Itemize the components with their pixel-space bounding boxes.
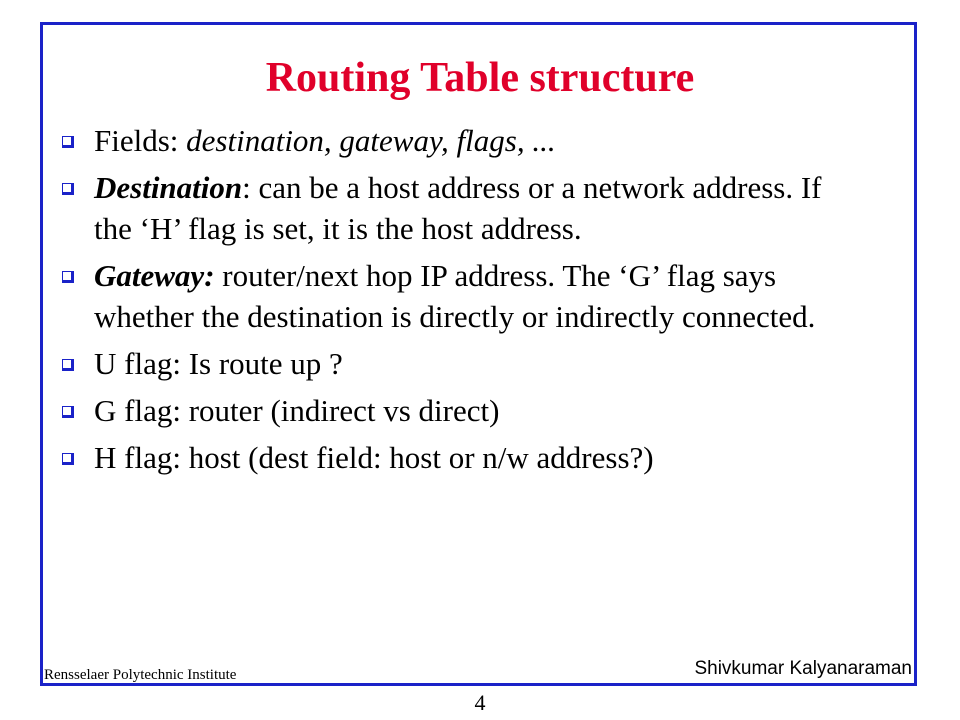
bullet-text-part: U flag: Is route up ? [94,346,343,381]
bullet-text [94,170,821,246]
bullet-text-part: G flag: router (indirect vs direct) [94,393,500,428]
bullet-item [58,343,858,384]
square-bullet-icon [62,406,74,418]
bullet-text-part: router/next hop IP address. The ‘G’ flag says whether the destination is directly or indirectly connected. [94,258,816,334]
bullet-text [94,393,499,428]
bullet-text-part: : can be a host address or a network address. If the ‘H’ flag is set, it is the host address. [94,170,822,246]
bullet-text-part: destination, gateway, flags, ... [186,123,556,158]
author-name: Shivkumar Kalyanaraman [694,658,912,679]
bullet-text [94,440,654,475]
bullet-text-part: H flag: host (dest field: host or n/w address?) [94,440,654,475]
bullet-item [58,120,858,161]
bullet-text [94,123,556,158]
bullet-text [94,258,815,334]
square-bullet-icon [62,183,74,195]
square-bullet-icon [62,271,74,283]
bullet-item [58,437,858,478]
square-bullet-icon [62,136,74,148]
slide-title: Routing Table structure [265,55,695,101]
bullet-item [58,255,858,337]
square-bullet-icon [62,453,74,465]
page-number: 4 [474,690,486,715]
bullet-item [58,167,858,249]
bullet-text [94,346,343,381]
bullet-text-part: Destination [94,170,243,205]
bullet-text-part: Fields: [94,123,187,158]
bullet-list [58,120,858,484]
institute-name: Rensselaer Polytechnic Institute [44,667,237,683]
bullet-item [58,390,858,431]
square-bullet-icon [62,359,74,371]
bullet-text-part: Gateway: [94,258,215,293]
